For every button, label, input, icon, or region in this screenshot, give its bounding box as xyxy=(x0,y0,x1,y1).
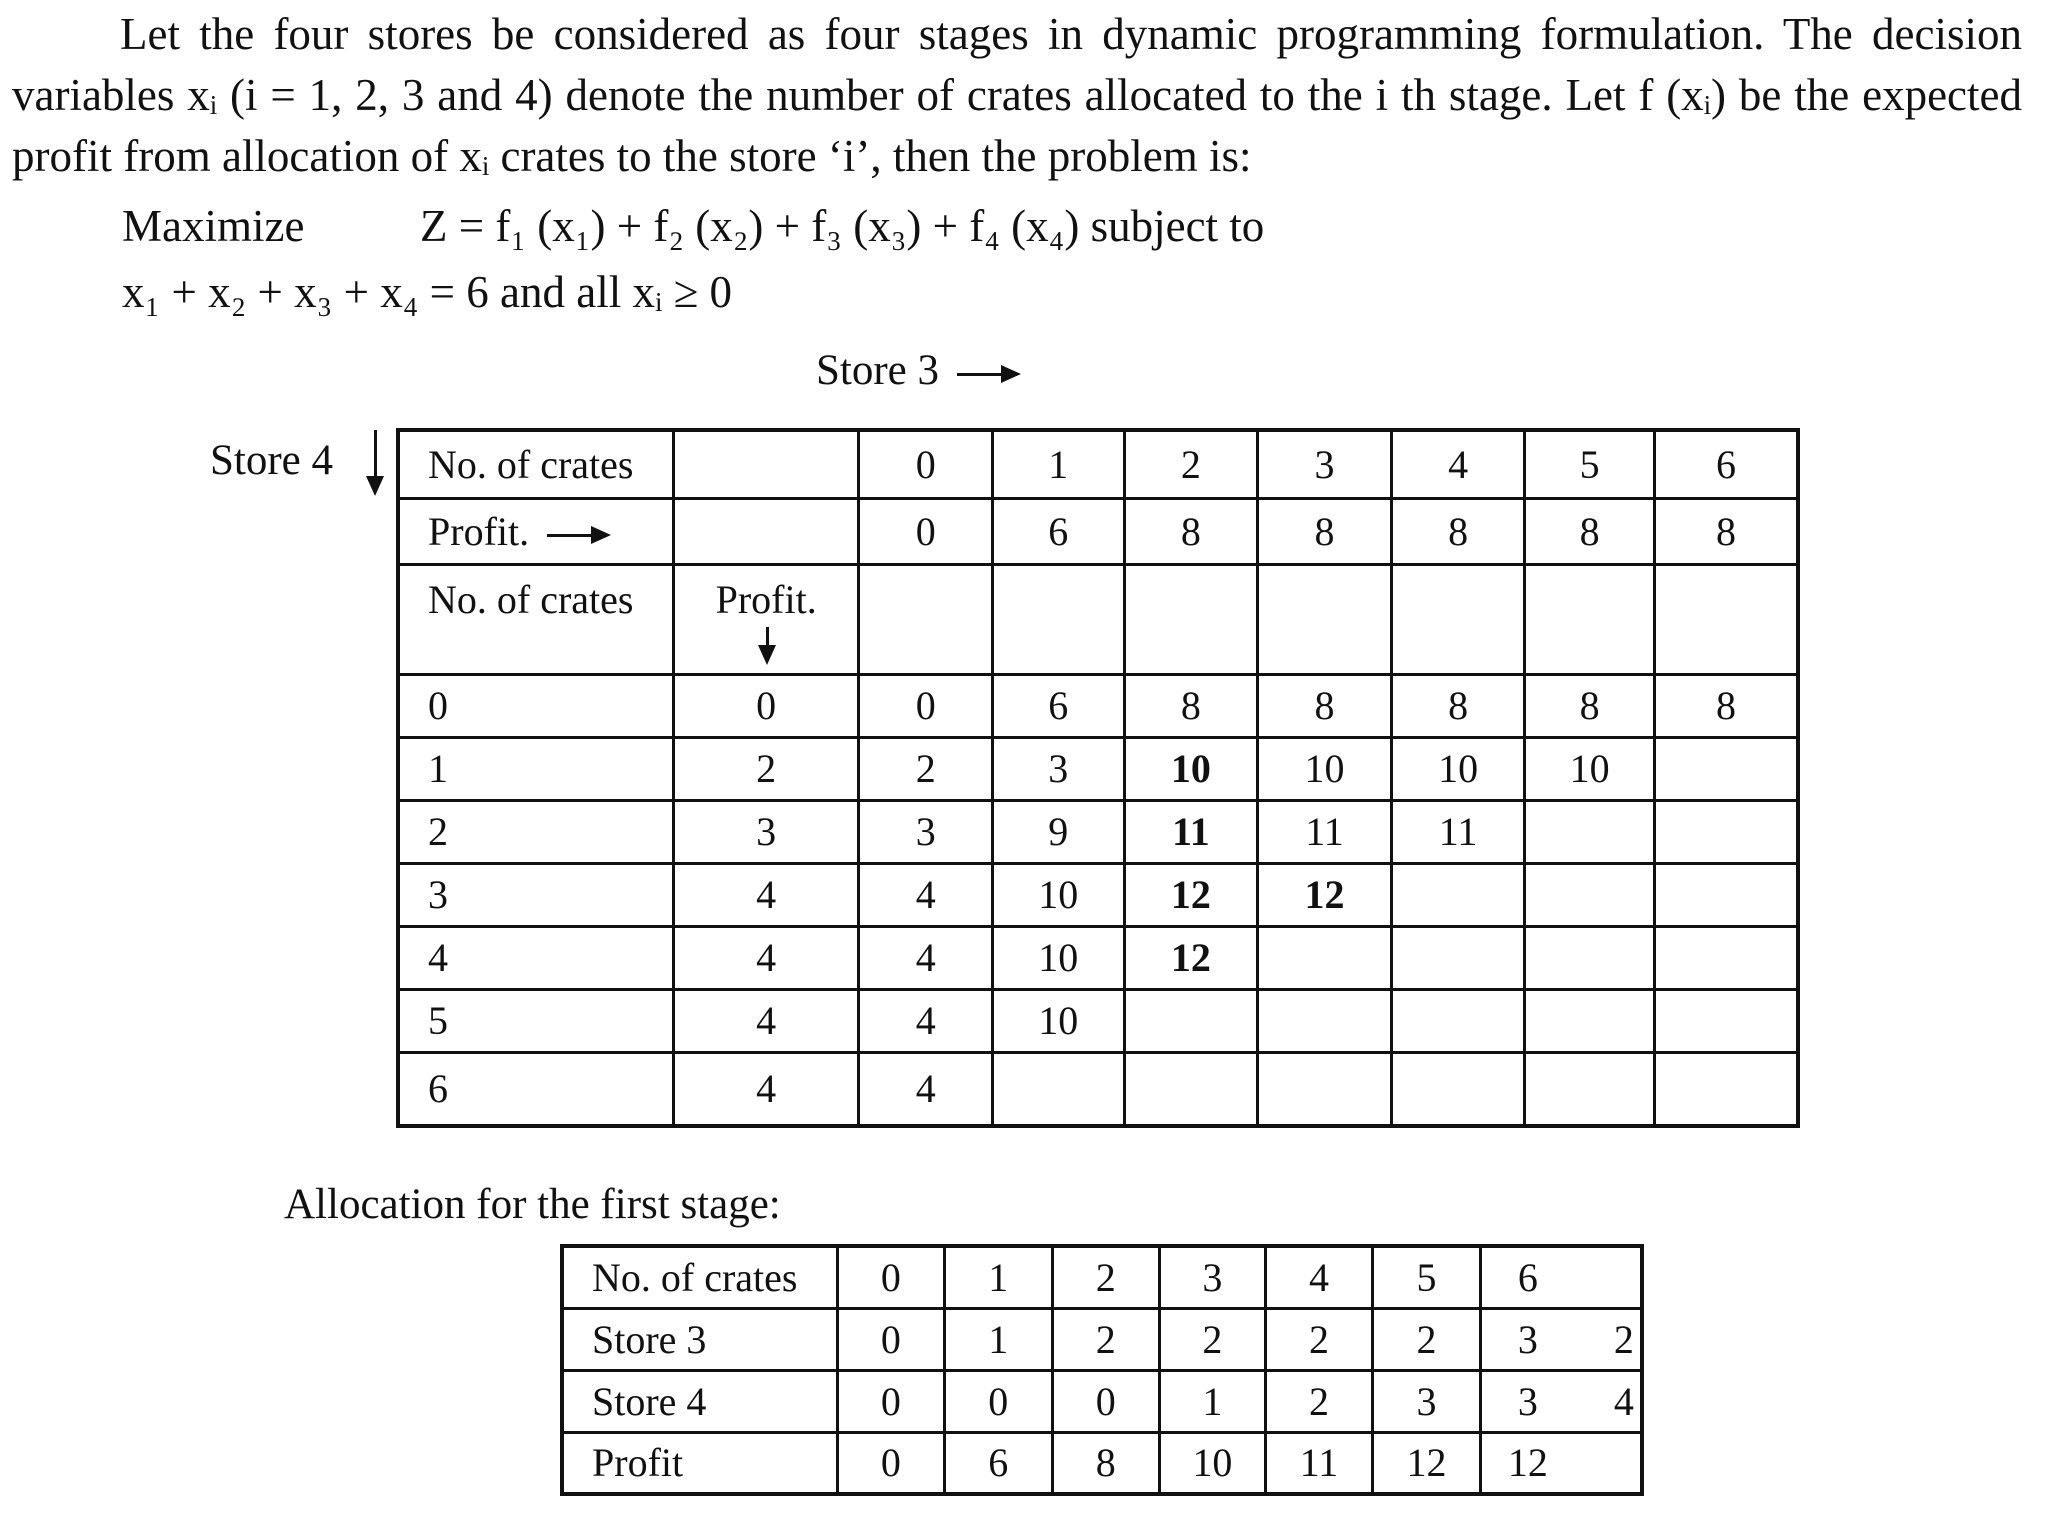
combined-profit-cell: 4 xyxy=(859,1052,993,1126)
allocation-last-cell xyxy=(1480,1432,1642,1494)
dp-table-body xyxy=(398,674,1798,1126)
intro-paragraph xyxy=(12,4,2022,187)
allocation-value: 5 xyxy=(1373,1246,1481,1308)
combined-profit-cell xyxy=(1258,926,1392,989)
allocation-value: 11 xyxy=(1265,1432,1373,1494)
allocation-value: 1 xyxy=(1160,1370,1266,1432)
store3-crates-cell: 1 xyxy=(992,430,1124,498)
allocation-value: 0 xyxy=(837,1308,944,1370)
combined-profit-cell: 8 xyxy=(1124,674,1258,737)
combined-profit-cell xyxy=(1124,989,1258,1052)
allocation-row xyxy=(562,1432,1642,1494)
combined-profit-cell: 8 xyxy=(1258,674,1392,737)
store4-crates-cell: 4 xyxy=(398,926,673,989)
allocation-row-label: Store 4 xyxy=(562,1370,837,1432)
allocation-table xyxy=(560,1244,1644,1496)
store3-crates-cell: 5 xyxy=(1525,430,1655,498)
header-store4-profit-label: Profit. xyxy=(715,576,817,622)
allocation-value: 6 xyxy=(945,1432,1052,1494)
combined-profit-cell: 6 xyxy=(992,674,1124,737)
store4-crates-cell: 0 xyxy=(398,674,673,737)
allocation-row xyxy=(562,1246,1642,1308)
combined-profit-cell xyxy=(1525,926,1655,989)
combined-profit-cell: 10 xyxy=(992,989,1124,1052)
combined-profit-cell xyxy=(1654,1052,1798,1126)
combined-profit-cell xyxy=(1654,926,1798,989)
allocation-row-label: Profit xyxy=(562,1432,837,1494)
allocation-last-cell xyxy=(1480,1370,1642,1432)
table-row xyxy=(398,737,1798,800)
table-row xyxy=(398,863,1798,926)
store3-crates-row xyxy=(398,430,1798,498)
combined-profit-cell: 0 xyxy=(859,674,993,737)
store4-header-row xyxy=(398,564,1798,674)
combined-profit-cell xyxy=(1525,800,1655,863)
header-profit-label: Profit. xyxy=(428,508,530,554)
store3-profit-row xyxy=(398,498,1798,564)
combined-profit-cell: 11 xyxy=(1258,800,1392,863)
store3-profit-cell: 8 xyxy=(1525,498,1655,564)
store4-profit-cell: 2 xyxy=(673,737,859,800)
store3-profit-cell: 8 xyxy=(1391,498,1525,564)
allocation-value: 10 xyxy=(1160,1432,1266,1494)
allocation-row-label: No. of crates xyxy=(562,1246,837,1308)
blank-cell xyxy=(859,564,993,674)
blank-cell xyxy=(1654,564,1798,674)
allocation-value: 0 xyxy=(1052,1370,1159,1432)
dp-stage-table xyxy=(396,428,1800,1128)
allocation-row-label: Store 3 xyxy=(562,1308,837,1370)
combined-profit-cell xyxy=(1391,863,1525,926)
allocation-value: 3 xyxy=(1373,1370,1481,1432)
allocation-title: Allocation for the first stage: xyxy=(284,1181,781,1228)
store4-crates-cell: 1 xyxy=(398,737,673,800)
combined-profit-cell: 11 xyxy=(1124,800,1258,863)
allocation-last-cell xyxy=(1480,1246,1642,1308)
allocation-value: 2 xyxy=(1052,1246,1159,1308)
allocation-value: 2 xyxy=(1373,1308,1481,1370)
allocation-value: 0 xyxy=(837,1432,944,1494)
header-no-of-crates: No. of crates xyxy=(398,430,673,498)
intro-text: Let the four stores be considered as four stages in dynamic programming formulation. The decision variables xᵢ (i = 1, 2, 3 and 4) denote the number of crates allocated to the i th stage. Let f (xᵢ) be the expected profit from allocation of xᵢ crates to the store ‘i’, then the problem is: xyxy=(12,9,2022,181)
store3-profit-cell: 8 xyxy=(1654,498,1798,564)
down-arrow-wrap xyxy=(675,623,858,671)
combined-profit-cell: 8 xyxy=(1391,674,1525,737)
store4-crates-cell: 5 xyxy=(398,989,673,1052)
right-arrow-icon xyxy=(547,534,607,537)
allocation-value: 3 xyxy=(1160,1246,1266,1308)
combined-profit-cell xyxy=(1258,989,1392,1052)
combined-profit-cell: 12 xyxy=(1258,863,1392,926)
store4-crates-cell: 3 xyxy=(398,863,673,926)
allocation-value: 3 xyxy=(1517,1378,1538,1424)
store3-crates-cell: 0 xyxy=(859,430,993,498)
combined-profit-cell xyxy=(1654,863,1798,926)
store4-profit-cell: 0 xyxy=(673,674,859,737)
blank-cell xyxy=(1258,564,1392,674)
combined-profit-cell xyxy=(1391,1052,1525,1126)
down-arrow-icon xyxy=(766,627,769,659)
allocation-value: 2 xyxy=(1265,1370,1373,1432)
allocation-row xyxy=(562,1308,1642,1370)
allocation-value: 1 xyxy=(945,1308,1052,1370)
combined-profit-cell: 3 xyxy=(992,737,1124,800)
allocation-value: 1 xyxy=(945,1246,1052,1308)
blank-cell xyxy=(1391,564,1525,674)
allocation-value: 4 xyxy=(1265,1246,1373,1308)
blank-cell xyxy=(1525,564,1655,674)
combined-profit-cell xyxy=(1525,989,1655,1052)
combined-profit-cell: 10 xyxy=(1391,737,1525,800)
store4-profit-cell: 4 xyxy=(673,989,859,1052)
combined-profit-cell xyxy=(1124,1052,1258,1126)
allocation-value: 0 xyxy=(945,1370,1052,1432)
maximize-label: Maximize xyxy=(122,201,305,251)
header-profit xyxy=(398,498,673,564)
allocation-alt-value: 2 xyxy=(1613,1316,1634,1362)
combined-profit-cell: 10 xyxy=(1525,737,1655,800)
combined-profit-cell: 4 xyxy=(859,989,993,1052)
store3-crates-cell: 2 xyxy=(1124,430,1258,498)
store3-crates-cell: 3 xyxy=(1258,430,1392,498)
store4-profit-cell: 4 xyxy=(673,1052,859,1126)
blank-cell xyxy=(1124,564,1258,674)
allocation-last-cell xyxy=(1480,1308,1642,1370)
down-arrow-icon xyxy=(374,430,377,490)
combined-profit-cell xyxy=(1654,800,1798,863)
header-store4-crates: No. of crates xyxy=(398,564,673,674)
combined-profit-cell: 9 xyxy=(992,800,1124,863)
objective-function: Z = f₁ (x₁) + f₂ (x₂) + f₃ (x₃) + f₄ (x₄) subject to xyxy=(420,201,1265,251)
store3-profit-cell: 8 xyxy=(1258,498,1392,564)
allocation-value: 6 xyxy=(1517,1254,1538,1300)
combined-profit-cell: 11 xyxy=(1391,800,1525,863)
combined-profit-cell xyxy=(1258,1052,1392,1126)
blank-cell xyxy=(992,564,1124,674)
header-store4-profit xyxy=(673,564,859,674)
table-row xyxy=(398,989,1798,1052)
allocation-value: 8 xyxy=(1052,1432,1159,1494)
store3-crates-cell: 6 xyxy=(1654,430,1798,498)
combined-profit-cell xyxy=(1654,737,1798,800)
right-arrow-icon xyxy=(957,373,1017,376)
store4-crates-cell: 6 xyxy=(398,1052,673,1126)
allocation-table-body xyxy=(562,1246,1642,1494)
combined-profit-cell: 12 xyxy=(1124,863,1258,926)
combined-profit-cell: 10 xyxy=(1258,737,1392,800)
header-blank xyxy=(673,498,859,564)
combined-profit-cell xyxy=(992,1052,1124,1126)
store3-profit-cell: 0 xyxy=(859,498,993,564)
allocation-row xyxy=(562,1370,1642,1432)
allocation-value: 12 xyxy=(1373,1432,1481,1494)
allocation-value: 3 xyxy=(1517,1316,1538,1362)
allocation-value: 2 xyxy=(1160,1308,1266,1370)
allocation-value: 2 xyxy=(1265,1308,1373,1370)
combined-profit-cell xyxy=(1525,1052,1655,1126)
store4-label: Store 4 xyxy=(210,437,334,484)
header-blank xyxy=(673,430,859,498)
allocation-value: 0 xyxy=(837,1370,944,1432)
combined-profit-cell xyxy=(1391,926,1525,989)
store4-profit-cell: 4 xyxy=(673,926,859,989)
combined-profit-cell: 10 xyxy=(992,863,1124,926)
store3-profit-cell: 8 xyxy=(1124,498,1258,564)
table-row xyxy=(398,800,1798,863)
allocation-alt-value: 4 xyxy=(1613,1378,1634,1424)
store4-profit-cell: 3 xyxy=(673,800,859,863)
allocation-value: 0 xyxy=(837,1246,944,1308)
store4-profit-cell: 4 xyxy=(673,863,859,926)
combined-profit-cell: 3 xyxy=(859,800,993,863)
combined-profit-cell: 10 xyxy=(992,926,1124,989)
store4-crates-cell: 2 xyxy=(398,800,673,863)
store3-label: Store 3 xyxy=(816,347,940,394)
table-row xyxy=(398,1052,1798,1126)
constraint: x₁ + x₂ + x₃ + x₄ = 6 and all xᵢ ≥ 0 xyxy=(122,267,733,317)
combined-profit-cell: 4 xyxy=(859,926,993,989)
combined-profit-cell xyxy=(1391,989,1525,1052)
combined-profit-cell: 10 xyxy=(1124,737,1258,800)
table-row xyxy=(398,926,1798,989)
combined-profit-cell: 12 xyxy=(1124,926,1258,989)
store3-axis-label xyxy=(816,346,1017,395)
allocation-value: 2 xyxy=(1052,1308,1159,1370)
combined-profit-cell: 4 xyxy=(859,863,993,926)
allocation-value: 12 xyxy=(1507,1440,1548,1486)
table-row xyxy=(398,674,1798,737)
combined-profit-cell xyxy=(1525,863,1655,926)
combined-profit-cell: 8 xyxy=(1654,674,1798,737)
combined-profit-cell xyxy=(1654,989,1798,1052)
combined-profit-cell: 8 xyxy=(1525,674,1655,737)
store3-crates-cell: 4 xyxy=(1391,430,1525,498)
combined-profit-cell: 2 xyxy=(859,737,993,800)
store3-profit-cell: 6 xyxy=(992,498,1124,564)
